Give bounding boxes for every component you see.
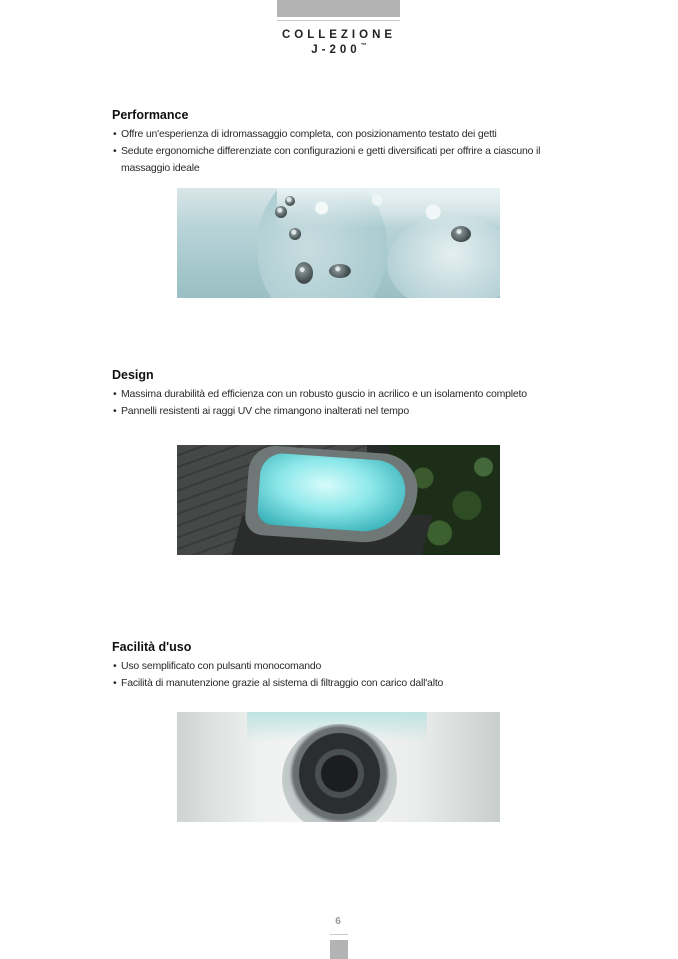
jet [289,228,301,240]
filter-photo [177,712,500,822]
bullet-item: • Massima durabilità ed efficienza con un robusto guscio in acrilico e un isolamento completo [112,386,582,403]
header-decor-bar [277,0,400,17]
bullet-item: • Offre un'esperienza di idromassaggio completa, con posizionamento testato dei getti [112,126,582,143]
bullet-list [112,126,582,177]
jet [329,264,351,278]
jet [451,226,471,242]
water-bubbles [277,188,500,228]
trademark-symbol: ™ [360,43,367,49]
bullet-list [112,658,582,692]
header-rule [277,20,400,21]
jet [295,262,313,284]
bullet-item: • Facilità di manutenzione grazie al sistema di filtraggio con carico dall'alto [112,675,582,692]
footer-rule [330,934,348,935]
jet [275,206,287,218]
section-design [112,368,582,420]
model-title [230,44,448,56]
page-number: 6 [335,916,341,927]
section-performance [112,108,582,177]
bullet-item: • Pannelli resistenti ai raggi UV che rimangono inalterati nel tempo [112,403,582,420]
model-name: J-200 [311,44,361,56]
seat-bowl [387,216,500,298]
collection-title: COLLEZIONE [281,29,397,41]
jet [285,196,295,206]
section-ease-of-use [112,640,582,692]
bullet-list [112,386,582,420]
spa-jets-photo [177,188,500,298]
section-heading: Performance [112,108,189,122]
bullet-item: • Sedute ergonomiche differenziate con configurazioni e getti diversificati per offrire a ciascuno il massaggio ideale [112,143,582,177]
section-heading: Facilità d'uso [112,640,192,654]
lit-water [257,452,408,534]
section-heading: Design [112,368,154,382]
bullet-item: • Uso semplificato con pulsanti monocomando [112,658,582,675]
footer-decor-bar [330,940,348,959]
spa-deck-photo [177,445,500,555]
